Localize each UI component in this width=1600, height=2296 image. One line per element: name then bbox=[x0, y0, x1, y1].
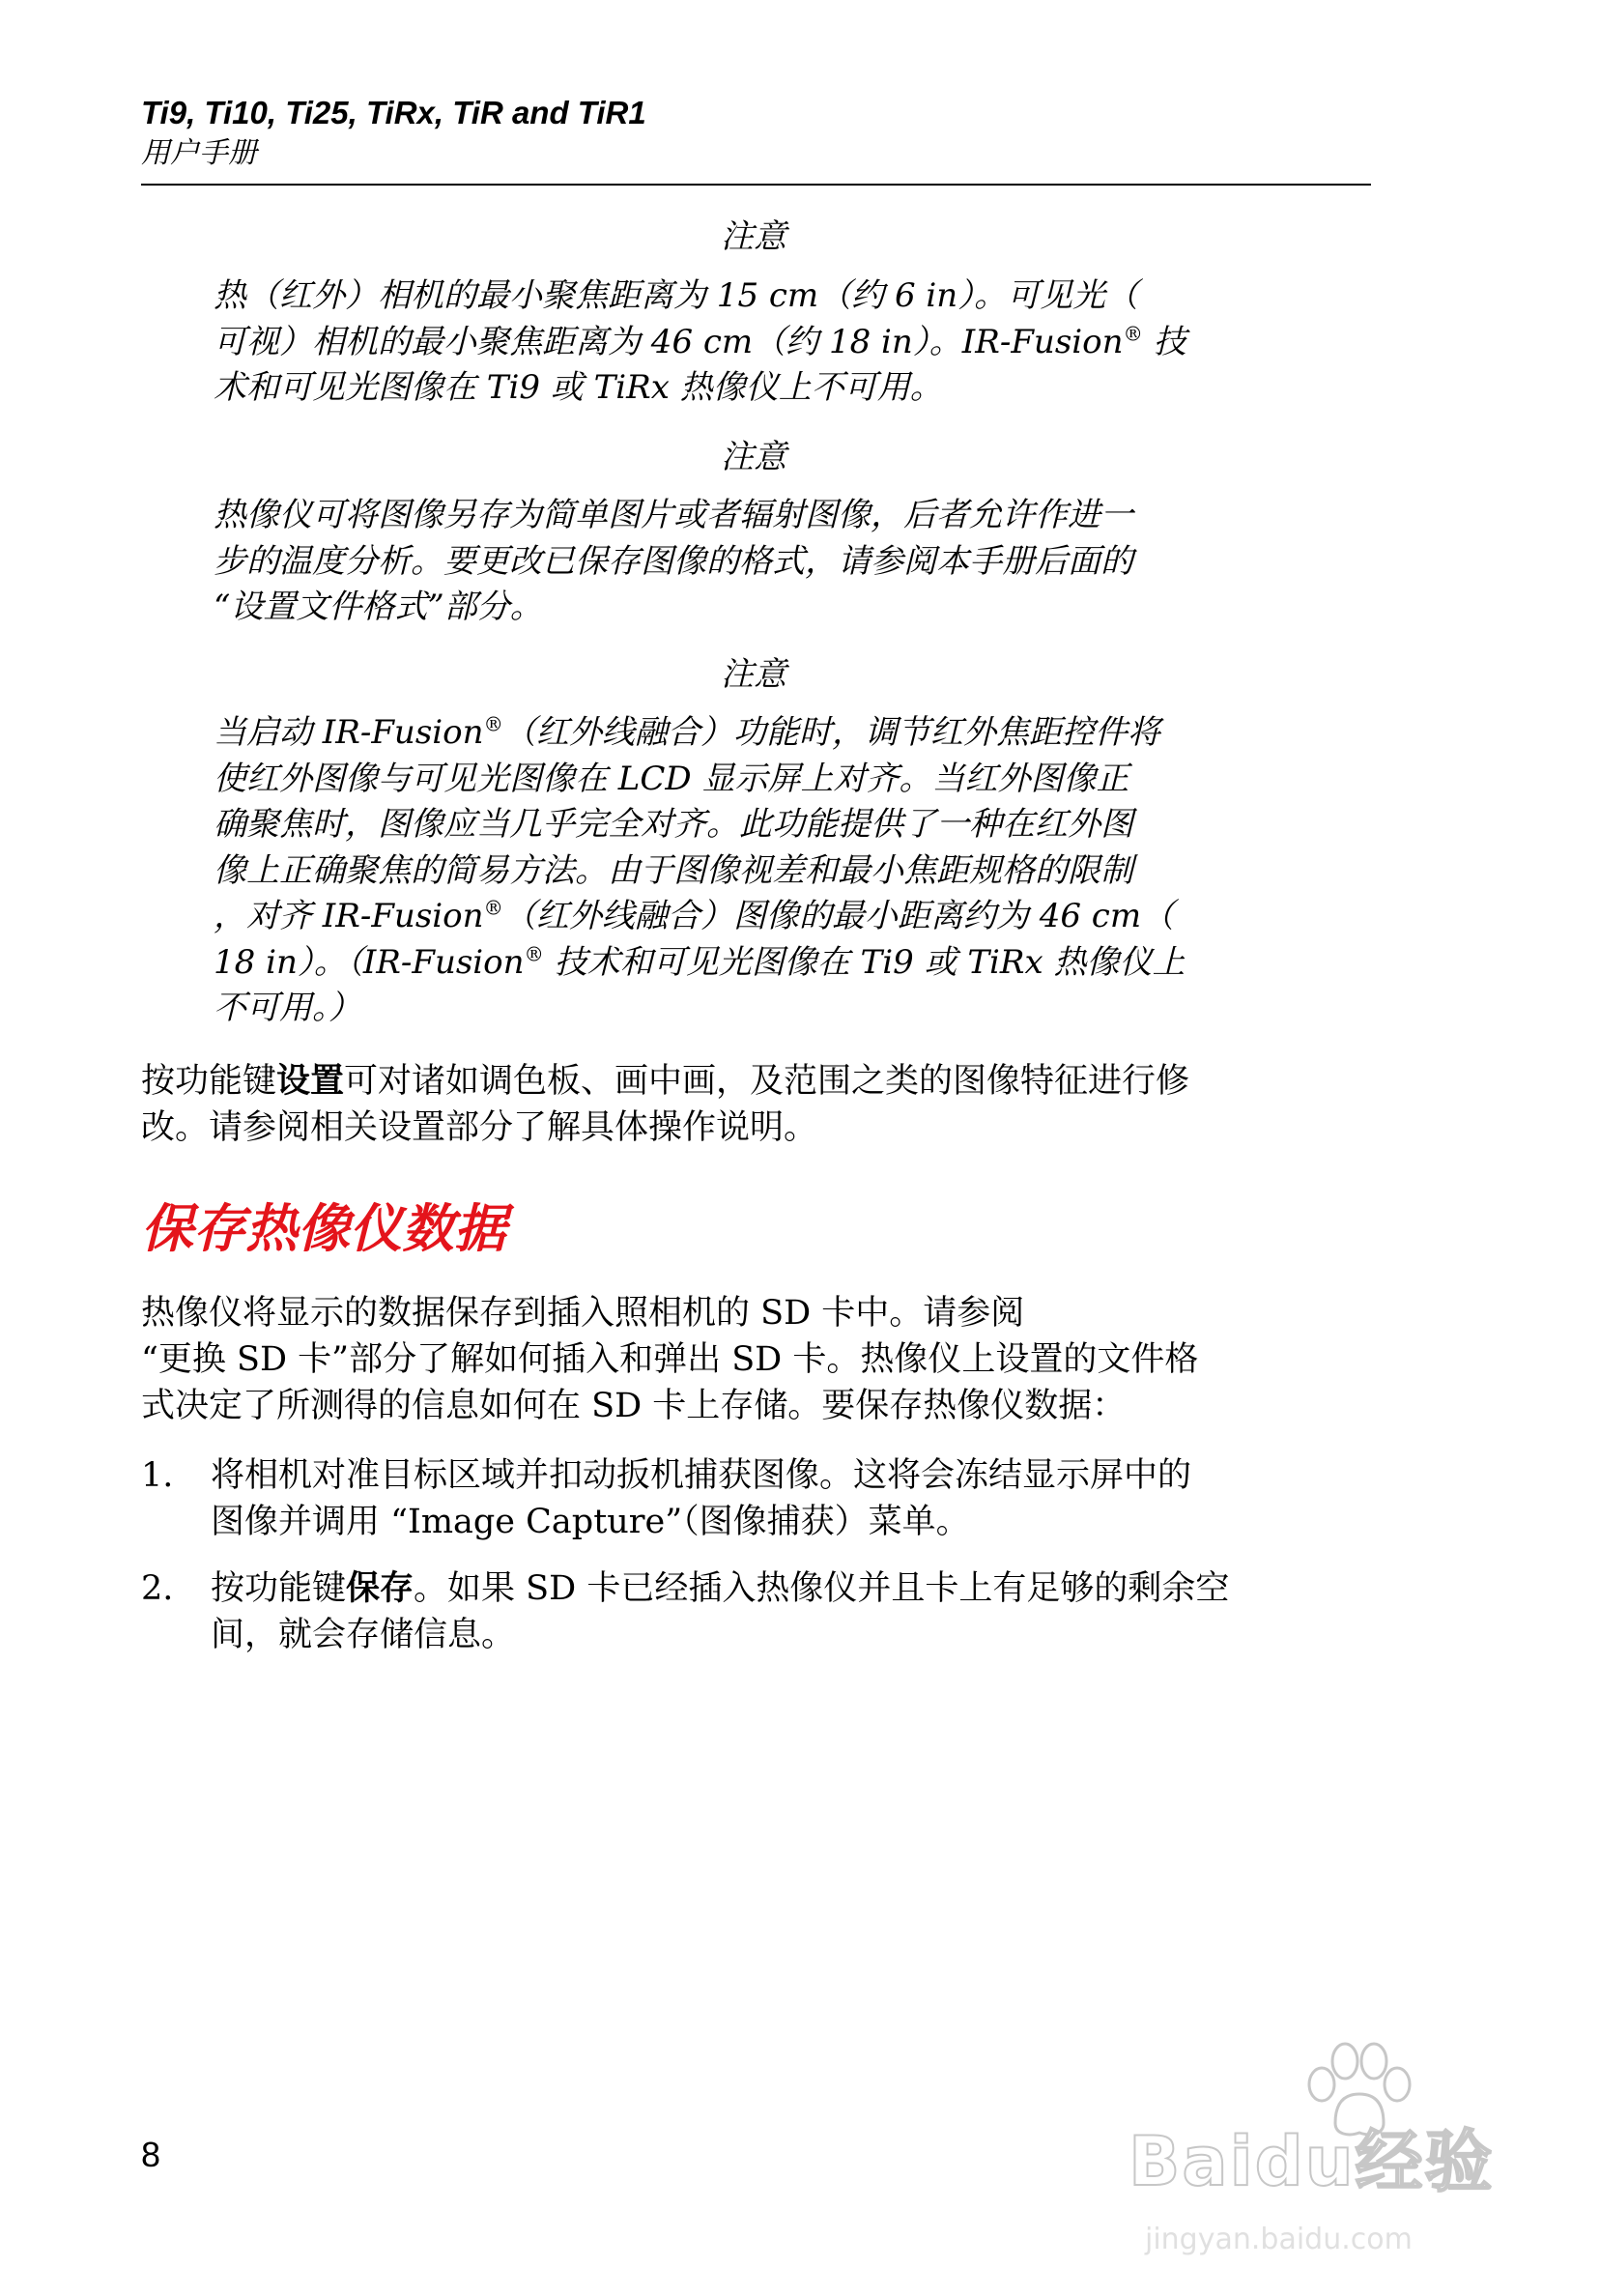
step-number: 1. bbox=[141, 1456, 174, 1495]
manual-title: Ti9, Ti10, Ti25, TiRx, TiR and TiR1 bbox=[141, 95, 646, 130]
note-line: 当启动 IR-Fusion®（红外线融合）功能时，调节红外焦距控件将 bbox=[214, 712, 1160, 752]
registered-mark: ® bbox=[1123, 322, 1143, 346]
page-number: 8 bbox=[141, 2135, 161, 2174]
section-heading: 保存热像仪数据 bbox=[141, 1198, 506, 1259]
setup-key-label: 设置 bbox=[276, 1062, 345, 1101]
paragraph-line: 热像仪将显示的数据保存到插入照相机的 SD 卡中。请参阅 bbox=[141, 1294, 1025, 1333]
baidu-watermark bbox=[1111, 2034, 1517, 2276]
step-number: 2. bbox=[141, 1569, 174, 1608]
note-heading: 注意 bbox=[721, 217, 786, 256]
watermark-brand: Baidu经验 bbox=[1129, 2122, 1495, 2201]
paragraph-line: “更换 SD 卡”部分了解如何插入和弹出 SD 卡。热像仪上设置的文件格 bbox=[141, 1340, 1199, 1379]
step-text: 按功能键保存。如果 SD 卡已经插入热像仪并且卡上有足够的剩余空 间，就会存储信息。 bbox=[211, 1569, 1230, 1654]
paragraph-line: 改。请参阅相关设置部分了解具体操作说明。 bbox=[141, 1108, 818, 1147]
note-body bbox=[214, 710, 1315, 1032]
note-line: 热像仪可将图像另存为简单图片或者辐射图像，后者允许作进一 bbox=[214, 496, 1133, 534]
note-line: 确聚焦时，图像应当几乎完全对齐。此功能提供了一种在红外图 bbox=[214, 805, 1133, 844]
registered-mark: ® bbox=[483, 712, 503, 736]
step-text: 将相机对准目标区域并扣动扳机捕获图像。这将会冻结显示屏中的 图像并调用 “Image Capture”（图像捕获）菜单。 bbox=[211, 1456, 1192, 1541]
note-line: 使红外图像与可见光图像在 LCD 显示屏上对齐。当红外图像正 bbox=[214, 759, 1129, 798]
save-key-label: 保存 bbox=[346, 1569, 414, 1608]
note-body bbox=[214, 273, 1315, 412]
header-divider bbox=[141, 184, 1371, 186]
note-line: ，对齐 IR-Fusion®（红外线融合）图像的最小距离约为 46 cm（ bbox=[214, 896, 1175, 935]
note-body bbox=[214, 493, 1315, 631]
setup-paragraph bbox=[141, 1058, 1368, 1151]
note-line: 热（红外）相机的最小聚焦距离为 15 cm（约 6 in）。可见光（ bbox=[214, 276, 1139, 315]
note-line: “设置文件格式”部分。 bbox=[214, 588, 543, 626]
note-line: 步的温度分析。要更改已保存图像的格式，请参阅本手册后面的 bbox=[214, 541, 1133, 581]
note-heading: 注意 bbox=[721, 438, 786, 476]
note-line: 像上正确聚焦的简易方法。由于图像视差和最小焦距规格的限制 bbox=[214, 850, 1133, 890]
registered-mark: ® bbox=[483, 896, 503, 920]
note-line: 术和可见光图像在 Ti9 或 TiRx 热像仪上不可用。 bbox=[214, 368, 943, 407]
section-intro bbox=[141, 1290, 1368, 1429]
registered-mark: ® bbox=[524, 942, 544, 966]
note-heading: 注意 bbox=[721, 655, 786, 694]
paragraph-line: 按功能键设置可对诸如调色板、画中画，及范围之类的图像特征进行修 bbox=[141, 1062, 1190, 1101]
watermark-url: jingyan.baidu.com bbox=[1145, 2223, 1413, 2256]
paragraph-line: 式决定了所测得的信息如何在 SD 卡上存储。要保存热像仪数据： bbox=[141, 1387, 1127, 1425]
note-line: 不可用。） bbox=[214, 989, 361, 1027]
note-line: 可视）相机的最小聚焦距离为 46 cm（约 18 in）。IR-Fusion® 技 bbox=[214, 322, 1186, 361]
manual-subtitle: 用户手册 bbox=[141, 136, 257, 170]
note-line: 18 in）。（IR-Fusion® 技术和可见光图像在 Ti9 或 TiRx 热像仪上 bbox=[214, 942, 1186, 982]
